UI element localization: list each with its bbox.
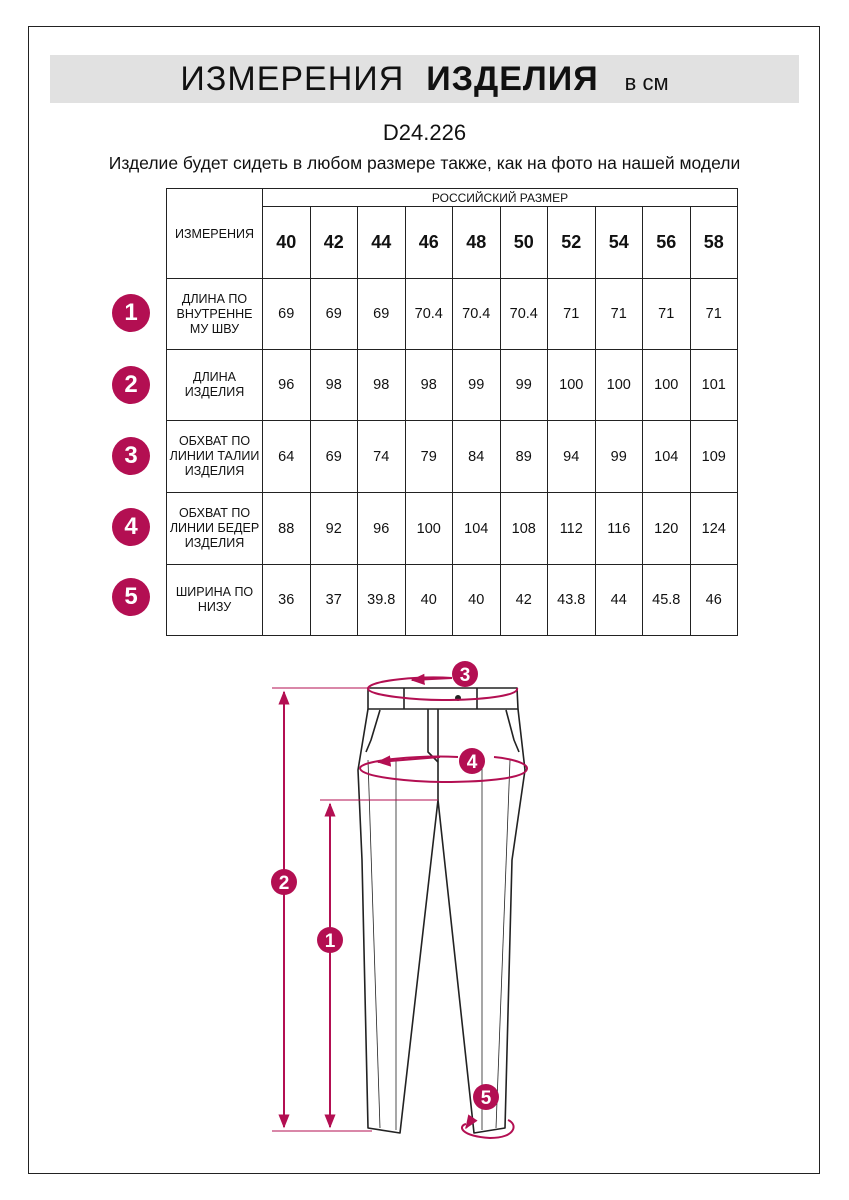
value-cell: 64 xyxy=(263,421,311,493)
value-cell: 70.4 xyxy=(500,279,548,350)
value-cell: 69 xyxy=(310,421,358,493)
value-cell: 99 xyxy=(595,421,643,493)
row-number-badge: 4 xyxy=(112,508,150,546)
value-cell: 44 xyxy=(595,565,643,636)
value-cell: 46 xyxy=(690,565,738,636)
value-cell: 88 xyxy=(263,493,311,565)
title-unit: в см xyxy=(624,70,669,95)
svg-text:4: 4 xyxy=(466,752,478,773)
row-number-badge: 2 xyxy=(112,366,150,404)
marker-1 xyxy=(317,927,343,953)
value-cell: 100 xyxy=(595,350,643,421)
value-cell: 45.8 xyxy=(643,565,691,636)
marker-5 xyxy=(473,1084,499,1110)
value-cell: 98 xyxy=(358,350,406,421)
size-cell: 44 xyxy=(358,207,406,279)
value-cell: 40 xyxy=(405,565,453,636)
size-cell: 52 xyxy=(548,207,596,279)
size-cell: 54 xyxy=(595,207,643,279)
value-cell: 96 xyxy=(358,493,406,565)
value-cell: 89 xyxy=(500,421,548,493)
marker-3 xyxy=(452,661,478,687)
row-label: ОБХВАТ ПО ЛИНИИ ТАЛИИ ИЗДЕЛИЯ xyxy=(167,421,263,493)
value-cell: 100 xyxy=(548,350,596,421)
value-cell: 104 xyxy=(453,493,501,565)
row-number-badge: 5 xyxy=(112,578,150,616)
value-cell: 69 xyxy=(310,279,358,350)
size-cell: 50 xyxy=(500,207,548,279)
title-measurements: ИЗМЕРЕНИЯ xyxy=(180,60,405,98)
svg-text:5: 5 xyxy=(480,1088,492,1109)
value-cell: 116 xyxy=(595,493,643,565)
value-cell: 71 xyxy=(548,279,596,350)
value-cell: 69 xyxy=(358,279,406,350)
size-cell: 58 xyxy=(690,207,738,279)
value-cell: 100 xyxy=(405,493,453,565)
value-cell: 96 xyxy=(263,350,311,421)
value-cell: 98 xyxy=(405,350,453,421)
measurements-header: ИЗМЕРЕНИЯ xyxy=(167,189,263,279)
value-cell: 42 xyxy=(500,565,548,636)
value-cell: 99 xyxy=(453,350,501,421)
value-cell: 124 xyxy=(690,493,738,565)
value-cell: 74 xyxy=(358,421,406,493)
row-label: ДЛИНА ИЗДЕЛИЯ xyxy=(167,350,263,421)
row-label: ОБХВАТ ПО ЛИНИИ БЕДЕР ИЗДЕЛИЯ xyxy=(167,493,263,565)
value-cell: 43.8 xyxy=(548,565,596,636)
hip-measure-ellipse xyxy=(360,757,527,782)
value-cell: 70.4 xyxy=(453,279,501,350)
marker-4 xyxy=(459,748,485,774)
svg-text:2: 2 xyxy=(278,873,290,894)
value-cell: 99 xyxy=(500,350,548,421)
marker-2 xyxy=(271,869,297,895)
value-cell: 108 xyxy=(500,493,548,565)
value-cell: 71 xyxy=(643,279,691,350)
value-cell: 100 xyxy=(643,350,691,421)
value-cell: 69 xyxy=(263,279,311,350)
value-cell: 36 xyxy=(263,565,311,636)
size-cell: 40 xyxy=(263,207,311,279)
size-cell: 48 xyxy=(453,207,501,279)
value-cell: 112 xyxy=(548,493,596,565)
row-label: ШИРИНА ПО НИЗУ xyxy=(167,565,263,636)
value-cell: 71 xyxy=(595,279,643,350)
row-number-badge: 1 xyxy=(112,294,150,332)
value-cell: 104 xyxy=(643,421,691,493)
value-cell: 98 xyxy=(310,350,358,421)
value-cell: 94 xyxy=(548,421,596,493)
value-cell: 37 xyxy=(310,565,358,636)
value-cell: 92 xyxy=(310,493,358,565)
value-cell: 71 xyxy=(690,279,738,350)
trousers-outline xyxy=(358,688,525,1133)
row-label: ДЛИНА ПО ВНУТРЕННЕ МУ ШВУ xyxy=(167,279,263,350)
value-cell: 120 xyxy=(643,493,691,565)
size-cell: 42 xyxy=(310,207,358,279)
row-number-badge: 3 xyxy=(112,437,150,475)
size-header: РОССИЙСКИЙ РАЗМЕР xyxy=(263,189,738,207)
svg-text:1: 1 xyxy=(324,931,336,952)
value-cell: 40 xyxy=(453,565,501,636)
value-cell: 84 xyxy=(453,421,501,493)
size-cell: 56 xyxy=(643,207,691,279)
title-product: ИЗДЕЛИЯ xyxy=(426,60,599,98)
svg-text:3: 3 xyxy=(459,665,471,686)
size-cell: 46 xyxy=(405,207,453,279)
value-cell: 101 xyxy=(690,350,738,421)
guide-lines xyxy=(272,688,438,1131)
fit-note: Изделие будет сидеть в любом размере также, как на фото на нашей модели xyxy=(108,153,741,173)
value-cell: 79 xyxy=(405,421,453,493)
value-cell: 70.4 xyxy=(405,279,453,350)
product-code: D24.226 xyxy=(382,120,467,145)
value-cell: 39.8 xyxy=(358,565,406,636)
value-cell: 109 xyxy=(690,421,738,493)
